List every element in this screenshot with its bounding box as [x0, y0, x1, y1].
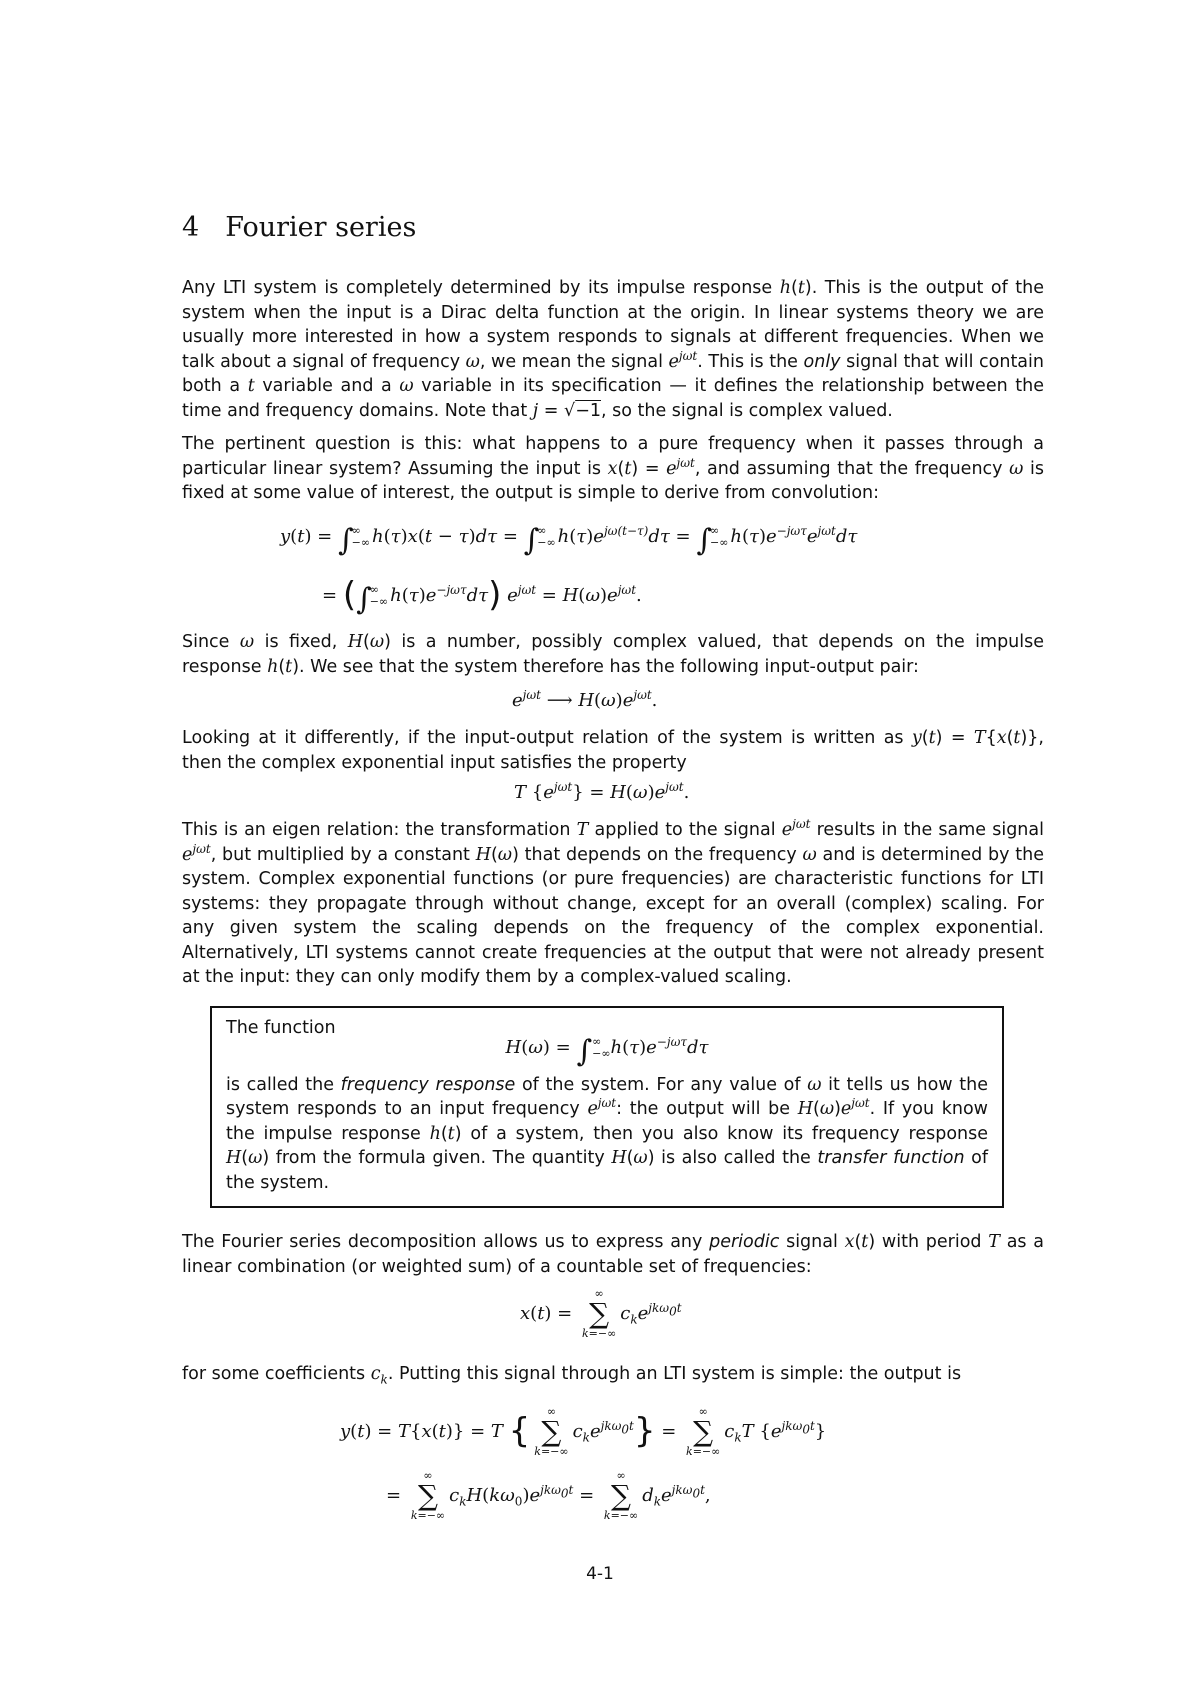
section-heading — [182, 212, 416, 243]
paragraph-question: The pertinent question is this: what happens to a pure frequency when it passes through a particular linear system? Assuming the input is $x(t) = e^{j\omega t}$, and assuming that the frequency ω is fixed at some value of interest, the output is simple to derive from convolution: — [182, 434, 1044, 503]
equation-output-line1: y(t) = T{x(t)} = T { ∞ ∑ k=−∞ $c_ke^{jk\omega_0t}$} = ∞ ∑ k=−∞ $c_kT$ $\{e^{jk\omega_0t}\}$ — [340, 1405, 827, 1458]
box-intro: The function — [226, 1018, 336, 1038]
page-number: 4-1 — [586, 1564, 614, 1584]
equation-convolution-line2: = (∫∞ −∞ $h(\tau)e^{-j\omega\tau}d\tau$) $e^{j\omega t} = H(\omega)e^{j\omega t}$. — [322, 575, 642, 617]
paragraph-since: Since ω is fixed, H(ω) is a number, possibly complex valued, that depends on the impulse response h(t). We see that the system therefore has the following input-output pair: — [182, 632, 1045, 677]
equation-convolution-line1: y(t) = ∫∞ −∞ h(τ)x(t − τ)dτ = ∫∞ −∞ $h(\tau)e^{j\omega(t-\tau)}d\tau$ = ∫∞ −∞ $h(\tau)e^{-j\omega\tau}e^{j\omega t}d\tau$ — [280, 523, 858, 558]
paragraph-intro: Any LTI system is completely determined by its impulse response h(t). This is the output of the system when the input is a Dirac delta function at the origin. In linear systems theory we are usually more interested in how a system responds to signals at different frequencies. When we talk about a signal of frequency ω, we mean the signal $e^{j\omega t}$. This is the only signal that will contain both a t variable and a ω variable in its specification — it defines the relationship between the time and frequency domains. Note that j = √−1, so the signal is complex valued. — [182, 278, 1044, 421]
box-text: is called the frequency response of the system. For any value of ω it tells us how the system responds to an input frequency $e^{j\omega t}$: the output will be $H(\omega)e^{j\omega t}$. If you know the impulse response h(t) of a system, then you also know its frequency response H(ω) from the formula given. The quantity H(ω) is also called the transfer function of the system. — [226, 1074, 988, 1193]
equation-output-line2: = ∞ ∑ k=−∞ $c_kH(k\omega_0)e^{jk\omega_0t}$ = ∞ ∑ k=−∞ $d_ke^{jk\omega_0t}$, — [386, 1469, 711, 1522]
equation-fourier-series: x(t) = ∞ ∑ k=−∞ $c_ke^{jk\omega_0t}$ — [520, 1287, 682, 1340]
paragraph-fourier-series: The Fourier series decomposition allows us to express any periodic signal x(t) with period T as a linear combination (or weighted sum) of a countable set of frequencies: — [182, 1232, 1044, 1277]
paragraph-differently: Looking at it differently, if the input-output relation of the system is written as y(t) = T{x(t)}, then the complex exponential input satisfies the property — [182, 728, 1044, 773]
equation-frequency-response: H(ω) = ∫∞ $-\infty h(\tau)e^{-j\omega\tau}d\tau$ — [505, 1033, 709, 1069]
section-title: Fourier series — [225, 212, 417, 243]
equation-io-pair: $e^{j\omega t}$ ⟶ $H(\omega)e^{j\omega t}$. — [512, 688, 658, 711]
section-number: 4 — [182, 212, 200, 243]
definition-box — [210, 1006, 1004, 1208]
paragraph-coefficients: for some coefficients $c_k$. Putting this signal through an LTI system is simple: the output is — [182, 1364, 962, 1387]
equation-eigen: T $\{e^{j\omega t}\} = H(\omega)e^{j\omega t}$. — [514, 780, 690, 803]
paragraph-eigen: This is an eigen relation: the transformation T applied to the signal $e^{j\omega t}$ results in the same signal $e^{j\omega t}$, but multiplied by a constant H(ω) that depends on the frequency ω and is determined by the system. Complex exponential functions (or pure frequencies) are characteristic functions for LTI systems: they propagate through without change, except for an overall (complex) scaling. For any given system the scaling depends on the frequency of the complex exponential. Alternatively, LTI systems cannot create frequencies at the output that were not already present at the input: they can only modify them by a complex-valued scaling. — [182, 817, 1044, 987]
